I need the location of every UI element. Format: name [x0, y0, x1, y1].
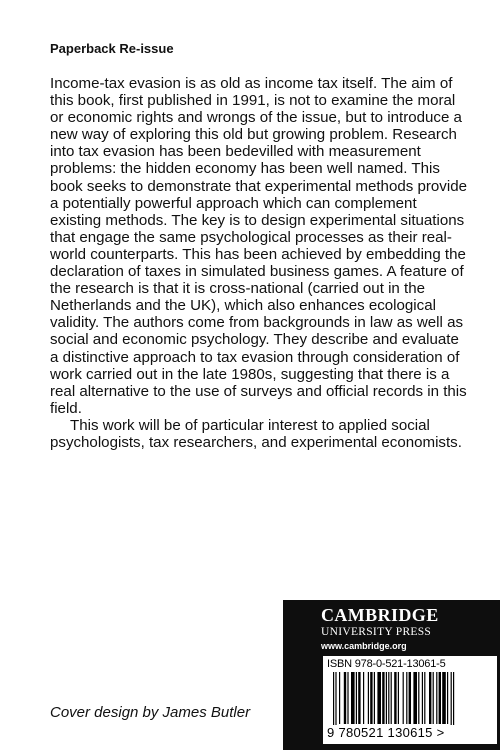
- publisher-name: CAMBRIDGE: [321, 605, 439, 625]
- cover-design-credit: Cover design by James Butler: [50, 704, 251, 721]
- publisher-url: www.cambridge.org: [321, 641, 407, 651]
- publisher-subname: UNIVERSITY PRESS: [321, 626, 432, 638]
- description-paragraph: Income-tax evasion is as old as income tax itself. The aim of this book, first published in 1991, is not to examine the moral or economic rights and wrongs of the issue, but to introduce a new way of exploring this old but growing problem. Research into tax evasion has been bedevilled with measurement problems: the hidden economy has been well named. This book seeks to demonstrate that experimental methods provide a potentially powerful approach which can complement existing methods. The key is to design experimental situations that engage the same psychological processes as their real-world counterparts. This has been achieved by embedding the declaration of taxes in simulated business games. A feature of the research is that it is cross-national (carried out in the Netherlands and the UK), which also enhances ecological validity. The authors come from backgrounds in law as well as social and economic psychology. They describe and evaluate a distinctive approach to tax evasion through consideration of work carried out in the late 1980s, suggesting that there is a real alternative to the use of surveys and official records in this field.: [50, 75, 467, 417]
- isbn-label: ISBN 978-0-521-13061-5: [327, 658, 446, 670]
- publisher-panel: [283, 600, 500, 750]
- barcode-digits: 9 780521 130615 >: [327, 725, 493, 740]
- barcode-icon: [327, 672, 493, 728]
- audience-paragraph: This work will be of particular interest to applied social psychologists, tax researchers, and experimental economists.: [50, 416, 462, 451]
- reissue-heading: Paperback Re-issue: [50, 41, 174, 56]
- barcode-box: [323, 656, 497, 744]
- book-description: [50, 75, 470, 451]
